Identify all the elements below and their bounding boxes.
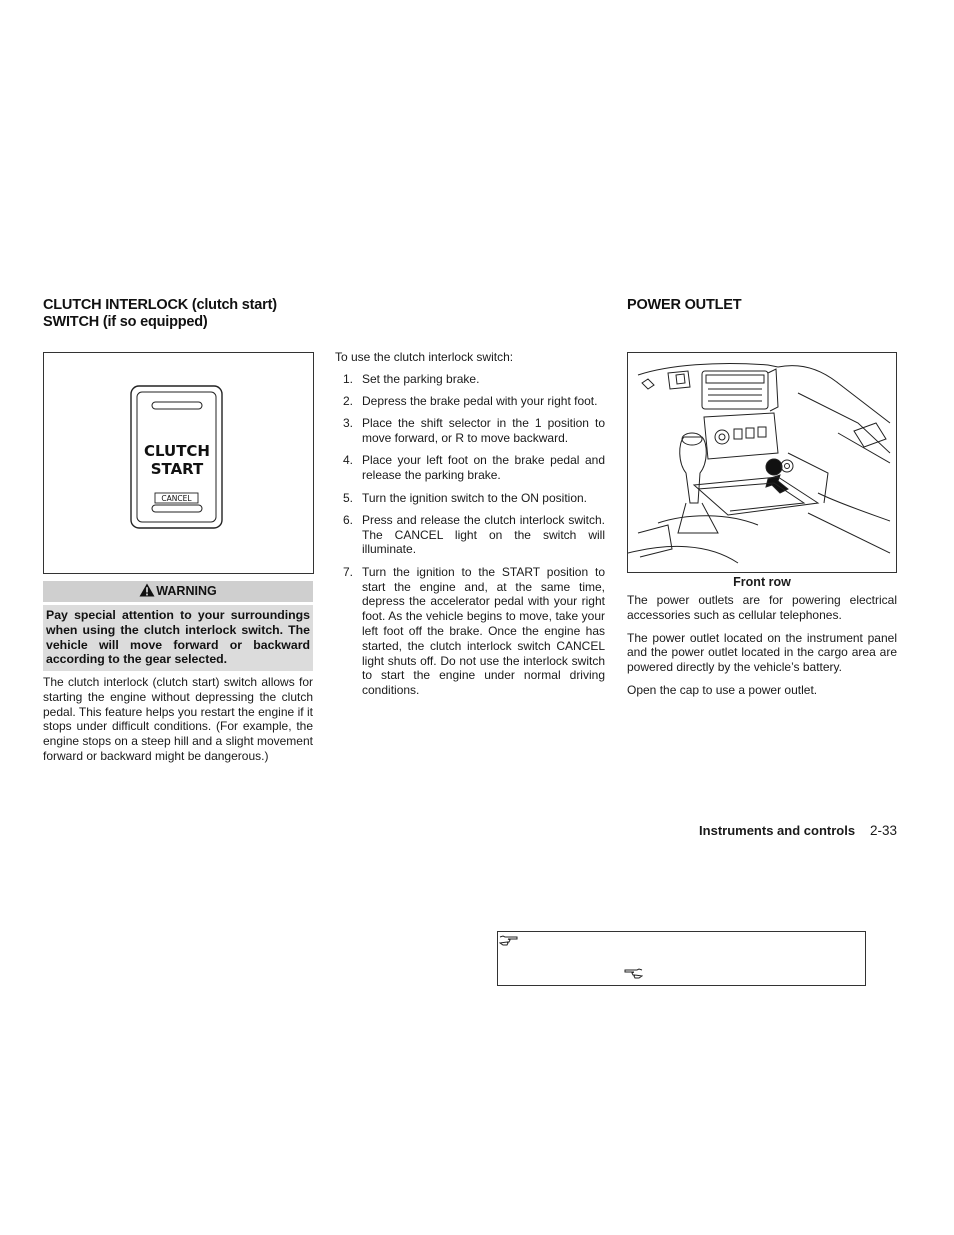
figure-caption: Front row (733, 575, 791, 589)
note-box (497, 931, 866, 986)
power-paragraph-3: Open the cap to use a power outlet. (627, 682, 818, 697)
warning-box (43, 581, 313, 671)
clutch-description (43, 675, 313, 772)
warning-text: Pay special attention to your surroundings when using the clutch interlock switch. The vehicle will move forward or backward according to the gear selected. (43, 605, 313, 671)
heading-line-1: CLUTCH INTERLOCK (clutch start) (43, 297, 277, 313)
power-paragraph-2: The power outlet located on the instrument panel and the power outlet located in the cargo area are powered directly by the vehicle’s battery. (627, 630, 897, 675)
clutch-switch-figure (43, 352, 314, 574)
steps-list (335, 372, 605, 698)
pointing-hand-icon (499, 933, 519, 947)
page-footer (600, 822, 897, 840)
switch-cancel-label: CANCEL (161, 494, 192, 503)
warning-header (43, 581, 313, 602)
list-item: 6. Press and release the clutch interlock switch. The CANCEL light on the switch will illuminate. (343, 512, 605, 557)
footer-page-number: 2-33 (869, 823, 897, 838)
footer-section-title: Instruments and controls (699, 823, 856, 838)
clutch-switch-illustration (44, 353, 313, 573)
list-item: 3. Place the shift selector in the 1 position to move forward, or R to move backward. (343, 416, 605, 446)
power-outlet-illustration (628, 353, 896, 572)
clutch-paragraph: The clutch interlock (clutch start) switch allows for starting the engine without depressing the clutch pedal. This feature helps you restart the engine if it stops under difficult conditions. (For example, the engine stops on a steep hill and a slight movement forward or backward might be dangerous.) (43, 675, 313, 763)
power-outlet-figure (627, 352, 897, 573)
section-heading-power-outlet: POWER OUTLET (627, 297, 742, 313)
heading-line-2: SWITCH (if so equipped) (43, 314, 208, 330)
list-item: 4. Place your left foot on the brake pedal and release the parking brake. (343, 453, 605, 483)
switch-label-clutch: CLUTCH (143, 442, 211, 460)
switch-label-start: START (150, 460, 204, 478)
list-item: 2. Depress the brake pedal with your right foot. (343, 394, 598, 409)
list-item: 7. Turn the ignition to the START position to start the engine and, at the same time, depress the accelerator pedal with your right foot. As the vehicle begins to move, take your left foot off the brake. Once the engine has started, the clutch interlock switch CANCEL light shuts off. Do not use the interlock switch to start the engine under normal driving conditions. (343, 564, 605, 698)
clutch-instructions (335, 350, 605, 705)
section-heading-clutch (43, 297, 323, 331)
pointing-hand-left-icon (623, 966, 643, 980)
list-item: 1. Set the parking brake. (343, 371, 480, 386)
power-outlet-description (627, 593, 897, 706)
list-item: 5. Turn the ignition switch to the ON position. (343, 490, 587, 505)
warning-triangle-icon (139, 583, 155, 597)
instructions-intro: To use the clutch interlock switch: (335, 350, 514, 364)
warning-title: WARNING (156, 584, 217, 598)
power-paragraph-1: The power outlets are for powering electrical accessories such as cellular telephones. (627, 593, 897, 622)
